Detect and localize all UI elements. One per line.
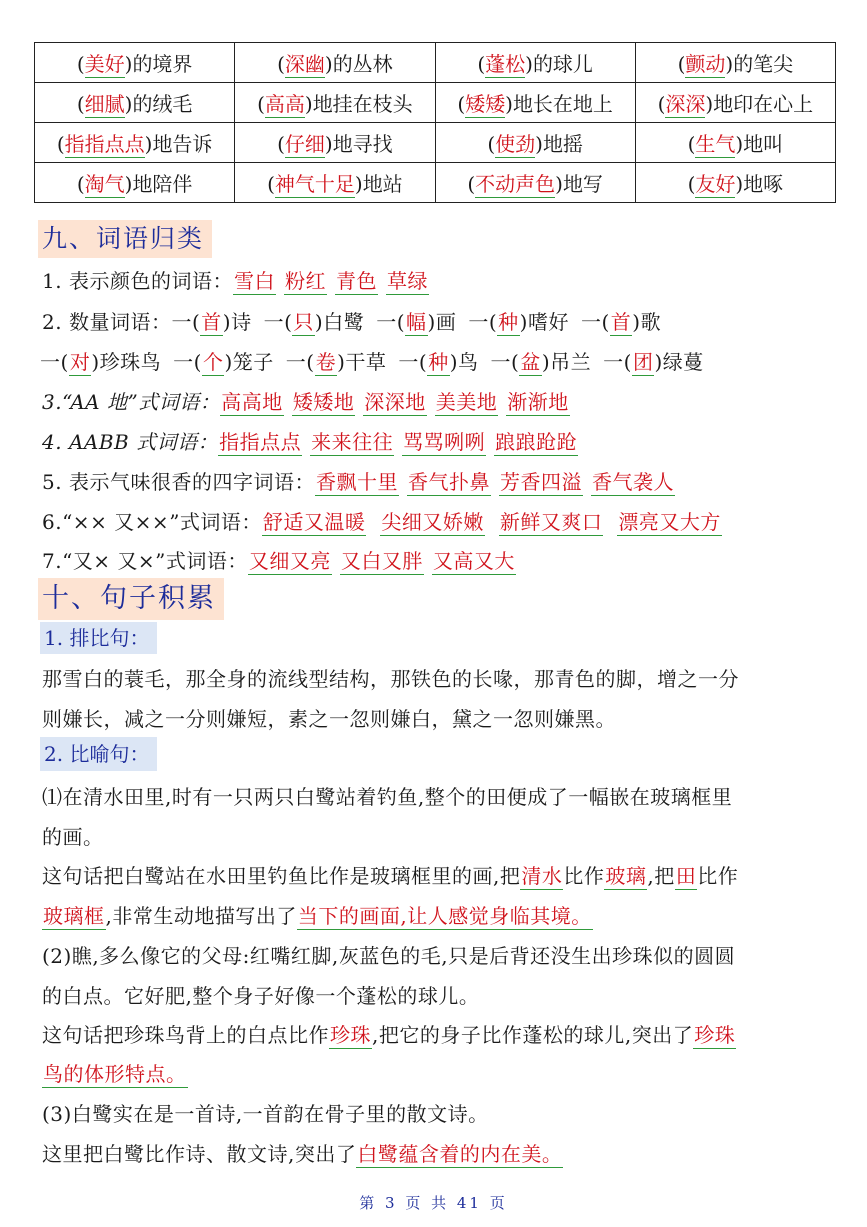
answer: 玻璃: [605, 864, 647, 888]
page-number: 第 3 页 共 41 页: [359, 1194, 508, 1212]
table-row: [35, 43, 836, 83]
paragraph-line: (3)白鹭实在是一首诗,一首韵在骨子里的散文诗。: [42, 1102, 489, 1126]
answer: 田: [675, 864, 697, 888]
cell-text: 地长在地上: [512, 92, 613, 116]
answer-word: 踉踉跄跄: [495, 430, 578, 454]
answer-word: 指指点点: [219, 430, 302, 454]
measure-text: 一(: [398, 350, 428, 374]
answer: 鸟的体形特点。: [43, 1062, 187, 1086]
table-cell: [235, 163, 435, 203]
measure-text: 一(: [580, 310, 610, 334]
measure-text: )干草: [337, 350, 387, 374]
line-label: 1. 表示颜色的词语：: [42, 269, 233, 293]
cell-text: 的绒毛: [132, 92, 193, 116]
measure-item: [581, 310, 661, 334]
answer-word: 粉红: [284, 269, 326, 293]
answer: 深幽: [284, 52, 325, 76]
paren: ): [725, 52, 734, 76]
color-words-line: [42, 265, 437, 294]
answer: 淘气: [84, 172, 125, 196]
measure-item: [286, 350, 387, 374]
answer: 使劲: [495, 132, 536, 156]
table-cell: [235, 123, 435, 163]
explanation-line: [42, 860, 738, 889]
answer: 当下的画面,让人感觉身临其境。: [297, 904, 592, 928]
paren: ): [735, 172, 744, 196]
paragraph-line: ⑴在清水田里,时有一只两只白鹭站着钓鱼,整个的田便成了一幅嵌在玻璃框里: [42, 785, 733, 809]
paren: ): [354, 172, 363, 196]
table-cell: [435, 83, 635, 123]
measure-item: [264, 310, 365, 334]
paren: ): [535, 132, 543, 156]
paragraph-line: 则嫌长，减之一分则嫌短，素之一忽则嫌白，黛之一忽则嫌黑。: [42, 707, 616, 731]
measure-words-line-2: [40, 346, 716, 375]
answer-group: [262, 510, 736, 534]
answer-word: 香飘十里: [315, 470, 398, 494]
answer-group: [315, 470, 683, 494]
paren: (: [477, 52, 486, 76]
paragraph-line: 那雪白的蓑毛，那全身的流线型结构，那铁色的长喙，那青色的脚，增之一分: [42, 667, 739, 691]
table-cell: [235, 83, 435, 123]
answer-word: 骂骂咧咧: [403, 430, 486, 454]
cell-text: 的丛林: [332, 52, 393, 76]
cell-text: 地摇: [542, 132, 583, 156]
paren: ): [304, 92, 313, 116]
measure-text: 一(: [468, 310, 498, 334]
answer: 珍珠: [694, 1023, 736, 1047]
measure-text: )诗: [222, 310, 252, 334]
answer: 细腻: [84, 92, 125, 116]
fragrance-words-line: [42, 466, 683, 495]
subhead-parallelism: 1. 排比句：: [40, 622, 157, 654]
text: 这句话把白鹭站在水田里钓鱼比作是玻璃框里的画,把: [42, 864, 521, 888]
answer-group: [220, 390, 578, 414]
cell-text: 的境界: [132, 52, 193, 76]
table-cell: [435, 163, 635, 203]
aabb-words-line: [42, 426, 586, 455]
text: ,把它的身子比作蓬松的球儿,突出了: [372, 1023, 694, 1047]
answer: 美好: [84, 52, 125, 76]
answer-word: 芳香四溢: [499, 470, 582, 494]
text: 这里把白鹭比作诗、散文诗,突出了: [42, 1142, 357, 1166]
measure-answer: 个: [202, 350, 224, 374]
answer: 仔细: [284, 132, 325, 156]
measure-text: 一(: [263, 310, 293, 334]
measure-answer: 幅: [406, 310, 427, 334]
section-9-title: 九、词语归类: [38, 220, 212, 258]
text: 比作: [697, 864, 739, 888]
answer-word: 来来往往: [311, 430, 394, 454]
paren: ): [124, 52, 133, 76]
line-label: 7.“又× 又×”式词语：: [42, 549, 248, 573]
measure-answer: 只: [293, 310, 314, 334]
answer: 神气十足: [274, 172, 355, 196]
explanation-line: [42, 900, 593, 929]
measure-words-line-1: [42, 306, 673, 335]
paren: ): [705, 92, 714, 116]
answer-word: 香气袭人: [591, 470, 674, 494]
paren: (: [457, 92, 466, 116]
answer: 玻璃框: [43, 904, 105, 928]
answer: 颤动: [685, 52, 726, 76]
measure-answer: 盆: [520, 350, 541, 374]
explanation-line: [42, 1138, 563, 1167]
measure-answer: 卷: [315, 350, 337, 374]
cell-text: 的球儿: [532, 52, 593, 76]
cell-text: 地挂在枝头: [312, 92, 413, 116]
cell-text: 地寻找: [332, 132, 393, 156]
paren: (: [277, 52, 285, 76]
paren: ): [124, 92, 133, 116]
paren: ): [735, 132, 744, 156]
measure-answer: 团: [632, 350, 654, 374]
answer-word: 渐渐地: [507, 390, 569, 414]
table-cell: [35, 163, 235, 203]
paren: (: [76, 92, 85, 116]
answer: 高高: [264, 92, 305, 116]
text: ,非常生动地描写出了: [105, 904, 297, 928]
measure-text: )绿蔓: [654, 350, 704, 374]
answer-group: [233, 269, 437, 293]
paren: ): [555, 172, 563, 196]
cell-text: 地陪伴: [132, 172, 193, 196]
paren: (: [467, 172, 476, 196]
table-cell: [635, 163, 835, 203]
paren: ): [525, 52, 533, 76]
cell-text: 地告诉: [152, 132, 213, 156]
table-cell: [635, 123, 835, 163]
measure-answer: 首: [610, 310, 632, 334]
table-cell: [35, 43, 235, 83]
answer: 珍珠: [330, 1023, 371, 1047]
aa-words-line: [42, 386, 578, 415]
measure-item: [171, 310, 251, 334]
explanation-line: [42, 1019, 736, 1048]
measure-item: [376, 310, 456, 334]
explanation-line: [42, 1058, 188, 1087]
answer-word: 又白又胖: [340, 549, 423, 573]
text: 比作: [563, 864, 605, 888]
cell-text: 地写: [562, 172, 603, 196]
paragraph-line: 的白点。它好肥,整个身子好像一个蓬松的球儿。: [42, 984, 480, 1008]
subhead-metaphor: 2. 比喻句：: [40, 737, 157, 771]
measure-text: )珍珠鸟: [91, 350, 162, 374]
paren: (: [677, 52, 686, 76]
paren: (: [267, 172, 275, 196]
paren: (: [487, 132, 496, 156]
measure-text: 一(: [376, 310, 406, 334]
paren: (: [76, 52, 85, 76]
answer-word: 漂亮又大方: [618, 510, 721, 534]
measure-text: 一(: [285, 350, 315, 374]
line-label: 6.“×× 又××”式词语：: [42, 510, 262, 534]
line-label: 2. 数量词语：: [42, 310, 172, 334]
answer: 蓬松: [485, 52, 526, 76]
answer-word: 舒适又温暖: [262, 510, 366, 534]
answer: 矮矮: [465, 92, 506, 116]
table-cell: [435, 123, 635, 163]
cell-text: 地啄: [743, 172, 784, 196]
measure-text: 一(: [490, 350, 520, 374]
paren: (: [687, 172, 696, 196]
measure-text: )歌: [632, 310, 662, 334]
answer: 清水: [521, 864, 563, 888]
paren: ): [324, 52, 333, 76]
measure-text: )鸟: [449, 350, 479, 374]
measure-text: )笼子: [224, 350, 274, 374]
you-you-words-line: [42, 545, 524, 574]
table-cell: [35, 123, 235, 163]
answer-word: 深深地: [364, 390, 426, 414]
paren: (: [257, 92, 265, 116]
measure-text: )嗜好: [519, 310, 569, 334]
measure-item: [603, 350, 704, 374]
you-words-line: [42, 506, 736, 535]
answer-word: 高高地: [221, 390, 283, 414]
paren: (: [76, 172, 85, 196]
answer: 生气: [695, 132, 736, 156]
cell-text: 地站: [362, 172, 403, 196]
answer: 友好: [695, 172, 736, 196]
paren: (: [687, 132, 696, 156]
measure-text: )吊兰: [541, 350, 592, 374]
paragraph-line: (2)瞧,多么像它的父母:红嘴红脚,灰蓝色的毛,只是后背还没生出珍珠似的圆圆: [42, 944, 736, 968]
measure-text: )画: [427, 310, 457, 334]
paren: (: [277, 132, 285, 156]
answer-word: 草绿: [386, 269, 428, 293]
paren: ): [505, 92, 513, 116]
answer-word: 新鲜又爽口: [499, 510, 603, 534]
answer: 深深: [665, 92, 706, 116]
line-label: 3.“AA 地”式词语：: [42, 390, 221, 414]
measure-answer: 对: [69, 350, 91, 374]
line-label: 4. AABB 式词语：: [42, 430, 219, 454]
table-cell: [635, 83, 835, 123]
vocab-table: [34, 42, 836, 203]
measure-item: [40, 350, 161, 374]
answer: 指指点点: [64, 132, 145, 156]
table-row: [35, 163, 836, 203]
answer-word: 香气扑鼻: [407, 470, 490, 494]
table-row: [35, 83, 836, 123]
answer-word: 美美地: [435, 390, 498, 414]
measure-text: )白鹭: [314, 310, 365, 334]
measure-answer: 种: [498, 310, 519, 334]
paragraph-line: 的画。: [42, 825, 104, 849]
answer: 不动声色: [475, 172, 556, 196]
line-label: 5. 表示气味很香的四字词语：: [42, 470, 315, 494]
answer-word: 尖细又娇嫩: [381, 510, 484, 534]
table-cell: [435, 43, 635, 83]
measure-group: [40, 350, 716, 374]
measure-item: [491, 350, 592, 374]
measure-text: 一(: [171, 310, 201, 334]
table-row: [35, 123, 836, 163]
measure-answer: 种: [428, 350, 449, 374]
cell-text: 地印在心上: [713, 92, 814, 116]
paren: ): [124, 172, 133, 196]
measure-answer: 首: [201, 310, 222, 334]
cell-text: 的笔尖: [733, 52, 794, 76]
measure-item: [468, 310, 569, 334]
paren: (: [56, 132, 65, 156]
table-cell: [635, 43, 835, 83]
cell-text: 地叫: [743, 132, 784, 156]
measure-item: [398, 350, 478, 374]
paren: ): [144, 132, 153, 156]
answer-word: 雪白: [233, 269, 275, 293]
answer-group: [218, 430, 586, 454]
answer-group: [248, 549, 524, 573]
answer-word: 又高又大: [432, 549, 515, 573]
paren: (: [657, 92, 666, 116]
table-cell: [235, 43, 435, 83]
measure-item: [173, 350, 274, 374]
table-cell: [35, 83, 235, 123]
answer-word: 矮矮地: [292, 390, 355, 414]
text: ,把: [647, 864, 675, 888]
answer: 白鹭蕴含着的内在美。: [357, 1142, 563, 1166]
paren: ): [324, 132, 333, 156]
section-10-title: 十、句子积累: [38, 578, 224, 620]
answer-word: 青色: [335, 269, 377, 293]
measure-text: 一(: [173, 350, 202, 374]
measure-text: 一(: [40, 350, 69, 374]
answer-word: 又细又亮: [248, 549, 331, 573]
measure-text: 一(: [603, 350, 632, 374]
measure-group: [171, 310, 673, 334]
text: 这句话把珍珠鸟背上的白点比作: [42, 1023, 329, 1047]
